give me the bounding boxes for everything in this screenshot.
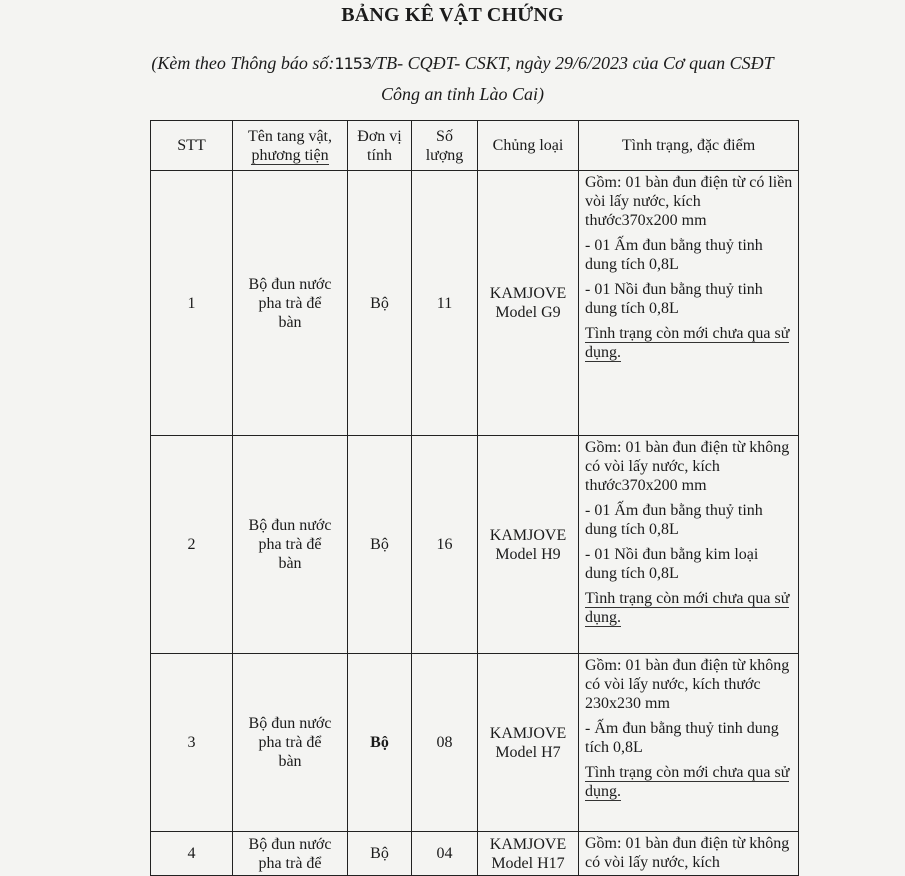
cell-item-name: Bộ đun nước pha trà để bàn [233, 654, 348, 832]
status-line: - 01 Ấm đun bằng thuỷ tinh dung tích 0,8L [585, 237, 763, 273]
table-row [151, 436, 799, 654]
cell-unit: Bộ [348, 171, 412, 436]
header-status: Tình trạng, đặc điểm [579, 121, 799, 171]
header-stt: STT [151, 121, 233, 171]
table-row [151, 171, 799, 436]
table-header-row [151, 121, 799, 171]
subtitle-prefix: (Kèm theo Thông báo số: [151, 53, 335, 73]
status-line: Gồm: 01 bàn đun điện từ không có vòi lấy nước, kích thước 230x230 mm [585, 657, 790, 712]
status-line: - 01 Ấm đun bằng thuỷ tinh dung tích 0,8L [585, 502, 763, 538]
cell-type: KAMJOVE Model G9 [478, 171, 579, 436]
document-subtitle [60, 48, 865, 109]
cell-quantity: 16 [412, 436, 478, 654]
handwritten-notice-number: 1153 [334, 54, 372, 73]
header-quantity: Số lượng [412, 121, 478, 171]
cell-status [579, 832, 799, 876]
cell-stt: 3 [151, 654, 233, 832]
cell-status [579, 654, 799, 832]
status-line: Gồm: 01 bàn đun điện từ không có vòi lấy nước, kích thước370x200 mm [585, 439, 790, 494]
cell-type: KAMJOVE Model H17 [478, 832, 579, 876]
header-unit: Đơn vị tính [348, 121, 412, 171]
cell-status [579, 171, 799, 436]
status-line: Tình trạng còn mới chưa qua sử dụng. [585, 590, 790, 626]
status-line: Gồm: 01 bàn đun điện từ có liền vòi lấy nước, kích thước370x200 mm [585, 174, 793, 229]
status-line: Gồm: 01 bàn đun điện từ không có vòi lấy nước, kích [585, 835, 790, 871]
status-line: - 01 Nồi đun bằng kim loại dung tích 0,8L [585, 546, 759, 582]
cell-unit: Bộ [348, 832, 412, 876]
status-line: - Ấm đun bằng thuỷ tinh dung tích 0,8L [585, 720, 779, 756]
cell-stt: 4 [151, 832, 233, 876]
cell-quantity: 11 [412, 171, 478, 436]
cell-stt: 1 [151, 171, 233, 436]
cell-unit: Bộ [348, 654, 412, 832]
status-line: Tình trạng còn mới chưa qua sử dụng. [585, 764, 790, 800]
subtitle-suffix: /TB- CQĐT- CSKT, ngày 29/6/2023 của Cơ quan CSĐT [371, 53, 774, 73]
cell-item-name: Bộ đun nước pha trà để bàn [233, 171, 348, 436]
cell-quantity: 04 [412, 832, 478, 876]
cell-unit: Bộ [348, 436, 412, 654]
header-item-name: Tên tang vật, phương tiện [233, 121, 348, 171]
table-row [151, 832, 799, 876]
table-row [151, 654, 799, 832]
cell-type: KAMJOVE Model H9 [478, 436, 579, 654]
document-title: BẢNG KÊ VẬT CHỨNG [341, 4, 564, 26]
cell-quantity: 08 [412, 654, 478, 832]
cell-stt: 2 [151, 436, 233, 654]
cell-status [579, 436, 799, 654]
header-type: Chủng loại [478, 121, 579, 171]
cell-type: KAMJOVE Model H7 [478, 654, 579, 832]
subtitle-line2: Công an tỉnh Lào Cai) [380, 84, 545, 104]
evidence-table [150, 120, 799, 876]
cell-item-name: Bộ đun nước pha trà để bàn [233, 436, 348, 654]
status-line: - 01 Nồi đun bằng thuỷ tinh dung tích 0,8L [585, 281, 763, 317]
status-line: Tình trạng còn mới chưa qua sử dụng. [585, 325, 790, 361]
cell-item-name: Bộ đun nước pha trà để [233, 832, 348, 876]
